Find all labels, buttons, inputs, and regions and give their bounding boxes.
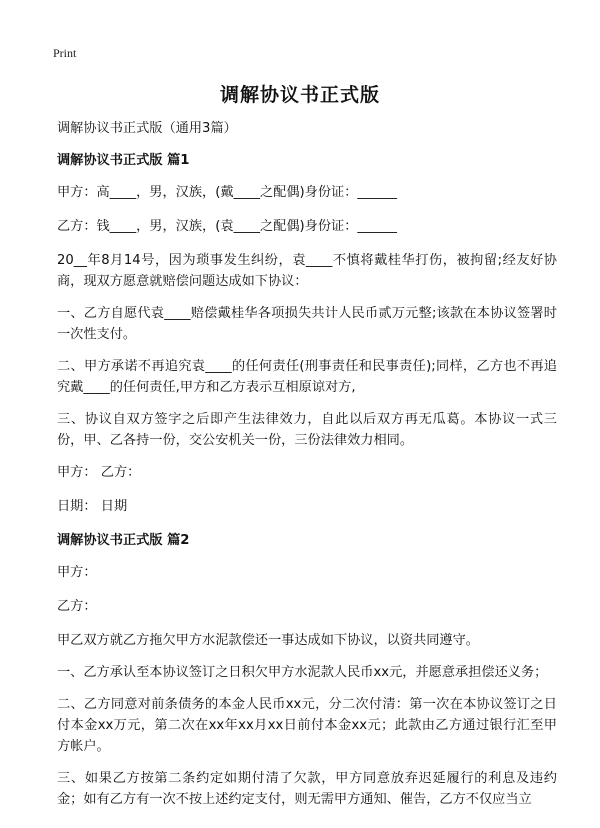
section-heading: 调解协议书正式版 篇2 bbox=[57, 533, 190, 548]
paragraph: 二、乙方同意对前条债务的本金人民币xx元，分二次付清：第一次在本协议签订之日付本金xx万元，第二次在xx年xx月xx日前付本金xx元；此款由乙方通过银行汇至甲方帐户。 bbox=[57, 697, 557, 754]
party-a-line: 甲方：高____，男，汉族，(戴____之配偶)身份证：______ bbox=[57, 185, 397, 200]
paragraph: 甲乙双方就乙方拖欠甲方水泥款偿还一事达成如下协议，以资共同遵守。 bbox=[57, 633, 479, 648]
paragraph: 三、如果乙方按第二条约定如期付清了欠款，甲方同意放弃迟延履行的利息及违约金；如有乙方有一次不按上述约定支付，则无需甲方通知、催告，乙方不仅应当立 bbox=[57, 771, 557, 807]
date-line: 日期： 日期 bbox=[57, 499, 128, 514]
paragraph: 一、乙方承认至本协议签订之日积欠甲方水泥款人民币xx元，并愿意承担偿还义务； bbox=[57, 665, 548, 680]
paragraph: 二、甲方承诺不再追究袁____的任何责任(刑事责任和民事责任);同样，乙方也不再追究戴____的任何责任,甲方和乙方表示互相原谅对方, bbox=[57, 359, 557, 395]
section-heading: 调解协议书正式版 篇1 bbox=[57, 153, 190, 168]
print-link[interactable]: Print bbox=[53, 46, 77, 60]
document-subtitle: 调解协议书正式版（通用3篇） bbox=[57, 121, 237, 136]
paragraph: 一、乙方自愿代袁____赔偿戴桂华各项损失共计人民币贰万元整;该款在本协议签署时一次性支付。 bbox=[57, 306, 557, 342]
signature-line: 甲方： 乙方： bbox=[57, 465, 141, 480]
paragraph: 20__年8月14号，因为琐事发生纠纷，袁____不慎将戴桂华打伤，被拘留;经友好协商，现双方愿意就赔偿问题达成如下协议： bbox=[57, 253, 557, 289]
paragraph: 三、协议自双方签字之后即产生法律效力，自此以后双方再无瓜葛。本协议一式三份，甲、乙各持一份，交公安机关一份，三份法律效力相同。 bbox=[57, 412, 557, 448]
party-a-line: 甲方： bbox=[57, 565, 97, 580]
document-title: 调解协议书正式版 bbox=[219, 84, 380, 106]
party-b-line: 乙方： bbox=[57, 599, 97, 614]
party-b-line: 乙方：钱____，男，汉族，(袁____之配偶)身份证：______ bbox=[57, 219, 397, 234]
document-body bbox=[57, 118, 557, 821]
